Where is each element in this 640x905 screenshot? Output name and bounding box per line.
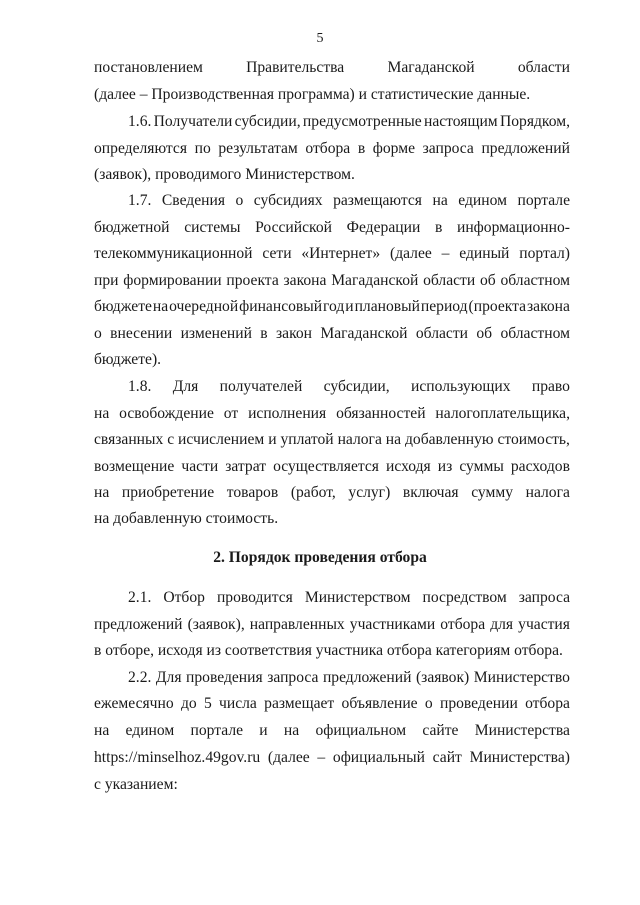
word: налогоплательщика, <box>435 405 570 422</box>
word: размещаются <box>333 192 422 209</box>
word: расходов <box>510 458 570 475</box>
word: Министерства) <box>469 749 570 766</box>
word: информационно- <box>456 219 570 236</box>
word: на <box>283 722 300 739</box>
word: на <box>385 431 402 448</box>
word: Российской <box>255 219 332 236</box>
word: запроса <box>267 669 319 686</box>
word: товаров <box>226 484 279 501</box>
word: проекта <box>226 272 279 289</box>
word: получателей <box>219 378 303 395</box>
text-line <box>128 112 570 132</box>
word: 5 <box>203 695 212 712</box>
word: закона <box>527 298 570 315</box>
word: Для <box>172 378 199 395</box>
word: закон <box>276 325 313 342</box>
word: запроса <box>518 589 570 606</box>
page-number: 5 <box>316 31 324 46</box>
text-line <box>128 668 570 688</box>
word: единый <box>459 245 510 262</box>
text-line <box>94 297 570 317</box>
word: предложений <box>481 140 570 157</box>
word: об <box>479 272 496 289</box>
word: телекоммуникационной <box>94 245 253 262</box>
word: на <box>432 192 448 209</box>
word: затрат <box>225 458 267 475</box>
word: официальном <box>315 722 407 739</box>
word: направленных <box>249 616 345 633</box>
text-line <box>128 377 570 397</box>
word: плановый <box>354 298 420 315</box>
word: субсидии, <box>323 378 390 395</box>
word: отбора <box>525 695 570 712</box>
word: бюджете <box>94 298 152 315</box>
word: области <box>415 325 469 342</box>
word: при <box>94 272 119 289</box>
word: уплатой <box>280 431 334 448</box>
word: части <box>181 458 219 475</box>
word: очередной <box>169 298 239 315</box>
word: едином <box>458 192 507 209</box>
text-line: (заявок), проводимого Министерством. <box>94 166 355 183</box>
word: размещает <box>264 695 335 712</box>
word: 2.2. <box>128 669 152 686</box>
word: об <box>476 325 493 342</box>
word: Получатели <box>153 113 233 130</box>
word: в <box>434 219 443 236</box>
word: проведения <box>186 669 263 686</box>
word: в <box>260 325 268 342</box>
word: суммы <box>459 458 504 475</box>
word: изменений <box>180 325 252 342</box>
word: числа <box>219 695 257 712</box>
word: год <box>323 298 345 315</box>
word: (далее <box>390 245 432 262</box>
text-line <box>94 615 570 635</box>
word: 1.8. <box>128 378 152 395</box>
word: осуществляется <box>273 458 379 475</box>
word: посредством <box>422 589 507 606</box>
word: с <box>167 431 175 448</box>
word: отбора <box>440 616 486 633</box>
word: ежемесячно <box>94 695 174 712</box>
word: портал) <box>519 245 570 262</box>
word: для <box>490 616 514 633</box>
text-line <box>94 218 570 238</box>
word: Магаданской <box>387 59 475 76</box>
word: (работ, <box>290 484 336 501</box>
word: на <box>94 405 110 422</box>
word: – <box>441 245 450 262</box>
word: системы <box>184 219 241 236</box>
text-line <box>94 404 570 424</box>
word: предложений <box>322 669 412 686</box>
word: о <box>235 192 244 209</box>
word: освобождение <box>119 405 214 422</box>
word: сумму <box>471 484 514 501</box>
text-line <box>94 324 570 344</box>
word: Для <box>155 669 182 686</box>
word: до <box>180 695 197 712</box>
word: из <box>437 458 453 475</box>
word: Отбор <box>163 589 205 606</box>
word: внесении <box>110 325 173 342</box>
word: включая <box>402 484 459 501</box>
text-line <box>128 588 570 608</box>
text-line <box>128 191 570 211</box>
word: (заявок) <box>415 669 470 686</box>
text-line: на добавленную стоимость. <box>94 510 279 527</box>
word: услуг) <box>348 484 391 501</box>
word: возмещение <box>94 458 175 475</box>
word: бюджетной <box>94 219 170 236</box>
text-line <box>94 748 570 768</box>
word: исчислением <box>178 431 265 448</box>
word: формировании <box>123 272 222 289</box>
word: определяются <box>94 140 188 157</box>
word: сайт <box>432 749 462 766</box>
word: и <box>268 431 277 448</box>
word: добавленную <box>404 431 494 448</box>
word: на <box>152 298 169 315</box>
word: Федерации <box>346 219 421 236</box>
word: 2.1. <box>128 589 152 606</box>
text-line <box>94 271 570 291</box>
word: отбора <box>305 140 351 157</box>
word: Министерство <box>473 669 570 686</box>
word: Министерством <box>304 589 411 606</box>
word: финансовый <box>239 298 323 315</box>
word: исходя <box>386 458 431 475</box>
text-line <box>94 244 570 264</box>
word: на <box>94 484 110 501</box>
word: запроса <box>422 140 474 157</box>
word: исполнения <box>248 405 327 422</box>
word: закона <box>283 272 327 289</box>
word: о <box>94 325 102 342</box>
word: налога <box>525 484 570 501</box>
text-line: в отборе, исходя из соответствия участника отбора категориям отбора. <box>94 642 563 659</box>
word: (далее <box>267 749 310 766</box>
text-line: с указанием: <box>94 776 178 793</box>
text-line <box>94 58 570 78</box>
word: Магаданской <box>320 325 408 342</box>
word: «Интернет» <box>301 245 381 262</box>
text-line: (далее – Производственная программа) и статистические данные. <box>94 86 531 103</box>
word: от <box>223 405 239 422</box>
word: – <box>317 749 326 766</box>
word: предложений <box>94 616 183 633</box>
word: проводится <box>216 589 293 606</box>
word: областном <box>500 272 570 289</box>
word: налога <box>337 431 382 448</box>
word: стоимость, <box>497 431 570 448</box>
word: на <box>94 722 110 739</box>
word: результатам <box>218 140 298 157</box>
word: проведении <box>439 695 518 712</box>
text-line <box>94 483 570 503</box>
text-line <box>94 457 570 477</box>
word: (заявок), <box>187 616 245 633</box>
word: 1.6. <box>128 113 152 130</box>
word: связанных <box>94 431 164 448</box>
text-line <box>94 430 570 450</box>
word: период <box>420 298 468 315</box>
word: право <box>531 378 570 395</box>
text-line <box>94 694 570 714</box>
word: по <box>194 140 211 157</box>
word: 1.7. <box>128 192 152 209</box>
word: области <box>423 272 476 289</box>
word: участия <box>518 616 570 633</box>
word: портале <box>517 192 570 209</box>
word: и <box>259 722 268 739</box>
word: Сведения <box>161 192 225 209</box>
text-line <box>94 721 570 741</box>
word: о <box>424 695 433 712</box>
text-line <box>94 139 570 159</box>
word: и <box>345 298 354 315</box>
word: обязанностей <box>336 405 426 422</box>
word: области <box>517 59 570 76</box>
word: (проекта <box>468 298 527 315</box>
word: приобретение <box>121 484 215 501</box>
word: использующих <box>411 378 511 395</box>
word: Правительства <box>246 59 345 76</box>
word: сети <box>262 245 292 262</box>
word: в <box>357 140 366 157</box>
text-line: бюджете). <box>94 351 162 368</box>
word: субсидии, <box>234 113 301 130</box>
word: портале <box>190 722 244 739</box>
section-heading: 2. Порядок проведения отбора <box>213 549 427 566</box>
word: областном <box>500 325 570 342</box>
word: Магаданской <box>331 272 419 289</box>
word: участниками <box>349 616 436 633</box>
word: постановлением <box>94 59 203 76</box>
word: субсидиях <box>253 192 323 209</box>
word: Порядком, <box>499 113 570 130</box>
word: официальный <box>332 749 425 766</box>
word: Министерства <box>474 722 570 739</box>
word: едином <box>125 722 175 739</box>
word: объявление <box>341 695 418 712</box>
word: форме <box>372 140 416 157</box>
word: настоящим <box>423 113 498 130</box>
word: https://minselhoz.49gov.ru <box>94 749 261 766</box>
word: предусмотренные <box>302 113 422 130</box>
word: сайте <box>422 722 459 739</box>
